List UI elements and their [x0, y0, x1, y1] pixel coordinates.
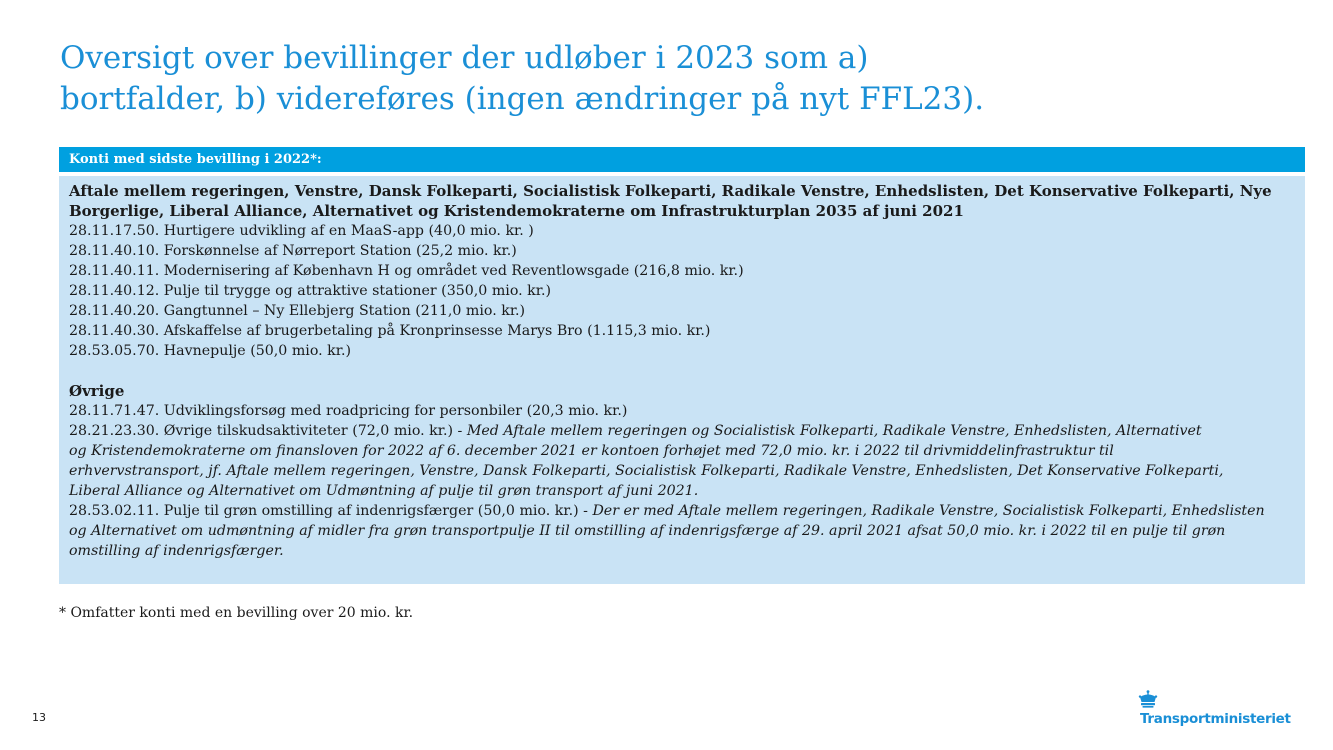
- account-item: 28.11.71.47. Udviklingsforsøg med roadpricing for personbiler (20,3 mio. kr.): [69, 403, 628, 419]
- footnote: * Omfatter konti med en bevilling over 20 mio. kr.: [59, 605, 414, 621]
- account-item-note-continued: [69, 481, 1295, 501]
- account-item-note-continued: [69, 461, 1295, 481]
- account-item: 28.11.40.10. Forskønnelse af Nørreport Station (25,2 mio. kr.): [69, 243, 517, 259]
- section-2-heading: Øvrige: [69, 382, 125, 400]
- accounts-box-body: [59, 176, 1305, 584]
- account-item: 28.11.40.12. Pulje til trygge og attraktive stationer (350,0 mio. kr.): [69, 283, 552, 299]
- account-item: 28.11.17.50. Hurtigere udvikling af en MaaS-app (40,0 mio. kr. ): [69, 223, 534, 239]
- account-item-note: omstilling af indenrigsfærger.: [69, 543, 284, 559]
- account-item-note: erhvervstransport, jf. Aftale mellem regeringen, Venstre, Dansk Folkeparti, Socialistisk Folkeparti, Radikale Venstre, Enhedslisten, Det Konservative Folkeparti,: [69, 463, 1224, 479]
- ministry-logo: [1138, 690, 1304, 730]
- account-item: 28.11.40.30. Afskaffelse af brugerbetaling på Kronprinsesse Marys Bro (1.115,3 mio. kr.): [69, 323, 711, 339]
- account-item-note: og Kristendemokraterne om finansloven for 2022 af 6. december 2021 er kontoen forhøjet med 72,0 mio. kr. i 2022 til drivmiddelinfrastruktur til: [69, 443, 1114, 459]
- account-item: 28.11.40.11. Modernisering af København H og området ved Reventlowsgade (216,8 mio. kr.): [69, 263, 744, 279]
- account-item-note: Der er med Aftale mellem regeringen, Radikale Venstre, Socialistisk Folkeparti, Enhedslisten: [592, 503, 1265, 519]
- account-item: 28.11.40.20. Gangtunnel – Ny Ellebjerg Station (211,0 mio. kr.): [69, 303, 526, 319]
- account-item-text: 28.21.23.30. Øvrige tilskudsaktiviteter (72,0 mio. kr.) -: [69, 423, 467, 439]
- account-item-with-note: [69, 501, 1295, 521]
- account-item-note-continued: [69, 541, 1295, 561]
- page-number: 13: [32, 711, 46, 724]
- ministry-name: Transportministeriet: [1140, 711, 1291, 727]
- account-item-note-continued: [69, 521, 1295, 541]
- crown-icon: [1138, 690, 1158, 708]
- page-title-line-2: bortfalder, b) videreføres (ingen ændringer på nyt FFL23).: [60, 81, 985, 117]
- account-item-with-note: [69, 421, 1295, 441]
- account-item: 28.53.05.70. Havnepulje (50,0 mio. kr.): [69, 343, 352, 359]
- page-title: [60, 38, 1260, 120]
- section-spacer: [69, 361, 1295, 381]
- section-1-heading-line-2: Borgerlige, Liberal Alliance, Alternativet og Kristendemokraterne om Infrastrukturplan 2035 af juni 2021: [69, 202, 964, 220]
- account-item-note: og Alternativet om udmøntning af midler fra grøn transportpulje II til omstilling af indenrigsfærge af 29. april 2021 afsat 50,0 mio. kr. i 2022 til en pulje til grøn: [69, 523, 1226, 539]
- account-item-note-continued: [69, 441, 1295, 461]
- section-1-heading-line-1: Aftale mellem regeringen, Venstre, Dansk Folkeparti, Socialistisk Folkeparti, Radikale Venstre, Enhedslisten, Det Konservative Folkeparti, Nye: [69, 182, 1272, 200]
- account-item-text: 28.53.02.11. Pulje til grøn omstilling af indenrigsfærger (50,0 mio. kr.) -: [69, 503, 593, 519]
- account-item-note: Med Aftale mellem regeringen og Socialistisk Folkeparti, Radikale Venstre, Enhedslisten, Alternativet: [466, 423, 1202, 439]
- account-item-note: Liberal Alliance og Alternativet om Udmøntning af pulje til grøn transport af juni 2021.: [69, 483, 699, 499]
- page-title-line-1: Oversigt over bevillinger der udløber i 2023 som a): [60, 40, 869, 76]
- accounts-box-header: Konti med sidste bevilling i 2022*:: [59, 147, 1305, 172]
